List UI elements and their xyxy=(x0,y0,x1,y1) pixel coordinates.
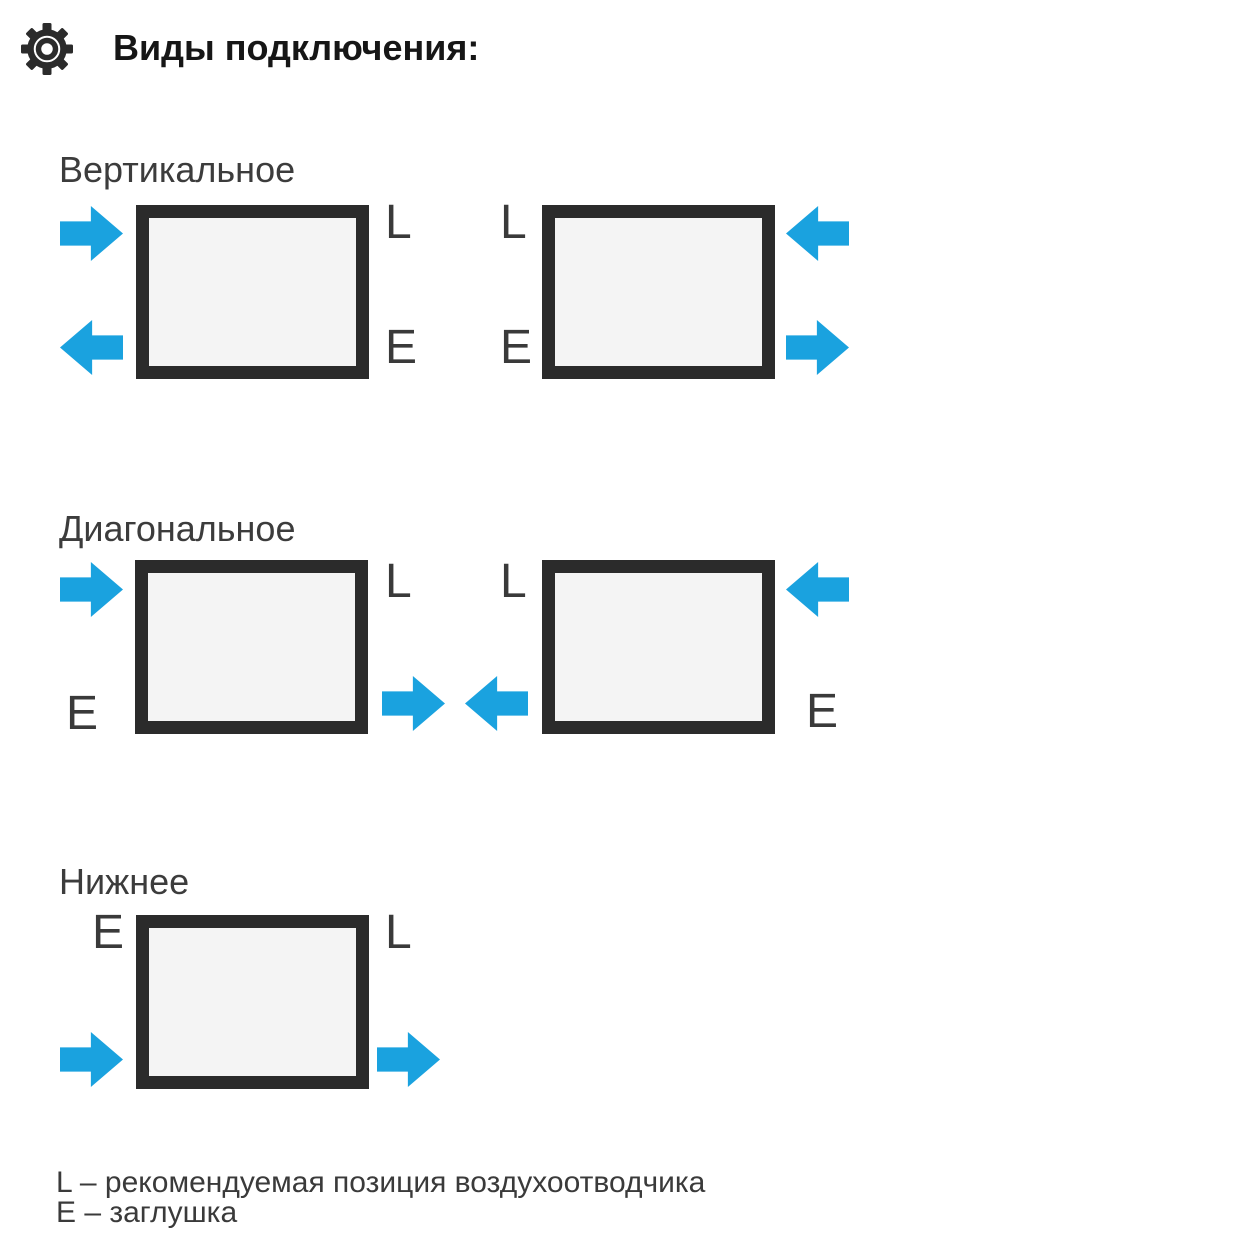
radiator-body xyxy=(135,560,368,734)
plug-label: E xyxy=(500,321,533,374)
inlet-arrow-right-icon xyxy=(60,206,123,261)
radiator-body xyxy=(136,915,369,1089)
outlet-arrow-left-icon xyxy=(465,676,528,731)
air-vent-label: L xyxy=(385,196,412,249)
air-vent-label: L xyxy=(500,555,527,608)
section-title: Вертикальное xyxy=(59,149,296,190)
plug-label: E xyxy=(385,321,418,374)
air-vent-label: L xyxy=(385,555,412,608)
plug-label: E xyxy=(92,906,125,959)
radiator-body xyxy=(542,205,775,379)
plug-label: E xyxy=(806,685,839,738)
inlet-arrow-left-icon xyxy=(786,206,849,261)
outlet-arrow-left-icon xyxy=(60,320,123,375)
section-title: Диагональное xyxy=(59,508,296,549)
inlet-arrow-left-icon xyxy=(786,562,849,617)
section-title: Нижнее xyxy=(59,861,190,902)
air-vent-label: L xyxy=(385,906,412,959)
page-title: Виды подключения: xyxy=(113,27,480,68)
outlet-arrow-right-icon xyxy=(377,1032,440,1087)
air-vent-label: L xyxy=(500,196,527,249)
legend-line-plug: E – заглушка xyxy=(56,1196,238,1229)
outlet-arrow-right-icon xyxy=(382,676,445,731)
inlet-arrow-right-icon xyxy=(60,1032,123,1087)
legend-line-air-vent: L – рекомендуемая позиция воздухоотводчика xyxy=(56,1166,706,1199)
gear-icon xyxy=(20,22,74,76)
plug-label: E xyxy=(66,687,99,740)
inlet-arrow-right-icon xyxy=(60,562,123,617)
radiator-body xyxy=(136,205,369,379)
radiator-body xyxy=(542,560,775,734)
outlet-arrow-right-icon xyxy=(786,320,849,375)
